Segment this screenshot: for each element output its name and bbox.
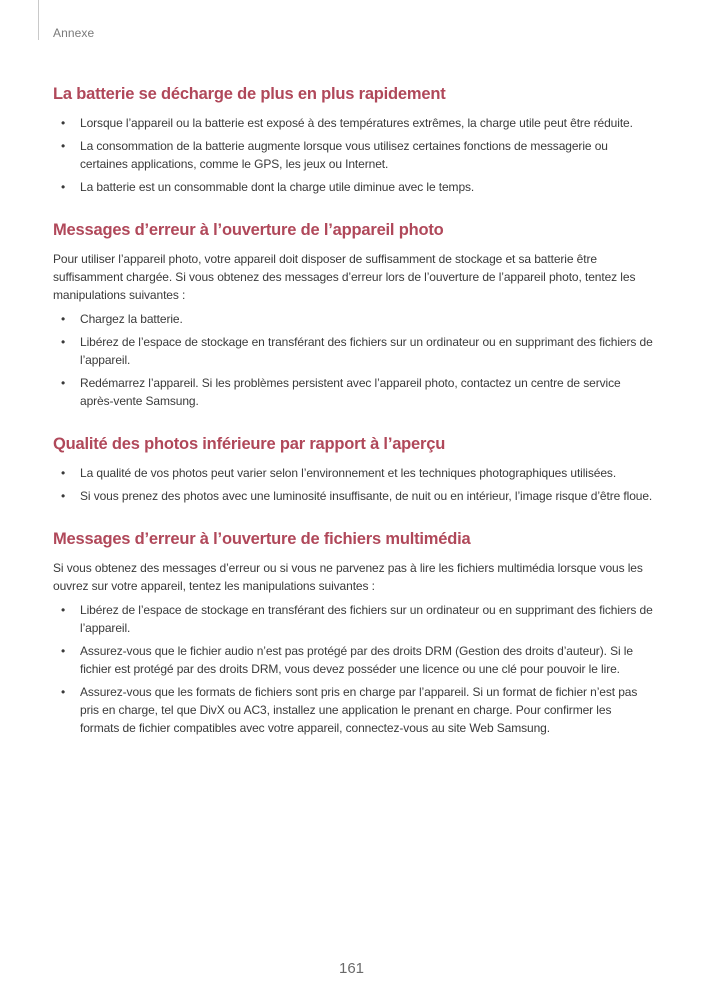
list-item-text: Chargez la batterie. [80, 312, 183, 326]
section-camera-errors [53, 218, 653, 410]
section-photo-quality [53, 432, 653, 505]
bullet-dot: • [61, 312, 66, 326]
list-item-text: Si vous prenez des photos avec une luminosité insuffisante, de nuit ou en intérieur, l’image risque d’être floue. [80, 489, 653, 503]
list-item-text: La consommation de la batterie augmente lorsque vous utilisez certaines fonctions de messagerie ou certaines applications, comme le GPS, les jeux ou Internet. [80, 139, 608, 171]
bullet-list [53, 464, 653, 505]
list-item [53, 333, 653, 369]
list-item [53, 137, 653, 173]
bullet-dot: • [61, 376, 66, 390]
list-item [53, 487, 653, 505]
bullet-dot: • [61, 116, 66, 130]
list-item [53, 464, 653, 482]
section-media-errors [53, 527, 653, 737]
list-item [53, 374, 653, 410]
section-intro: Pour utiliser l’appareil photo, votre appareil doit disposer de suffisamment de stockage et sa batterie être suffisamment chargée. Si vous obtenez des messages d’erreur lors de l’ouverture de l’appareil photo, tentez les manipulations suivantes : [53, 252, 636, 302]
bullet-list [53, 601, 653, 737]
list-item-text: Lorsque l’appareil ou la batterie est exposé à des températures extrêmes, la charge utile peut être réduite. [80, 116, 633, 130]
list-item-text: Libérez de l’espace de stockage en transférant des fichiers sur un ordinateur ou en supprimant des fichiers de l’appareil. [80, 603, 653, 635]
list-item [53, 114, 653, 132]
bullet-dot: • [61, 644, 66, 658]
list-item-text: Libérez de l’espace de stockage en transférant des fichiers sur un ordinateur ou en supprimant des fichiers de l’appareil. [80, 335, 653, 367]
list-item-text: Assurez-vous que le fichier audio n’est pas protégé par des droits DRM (Gestion des droits d’auteur). Si le fichier est protégé par des droits DRM, vous devez posséder une licence ou une clé pour pouvoir le lire. [80, 644, 633, 676]
bullet-dot: • [61, 180, 66, 194]
section-intro: Si vous obtenez des messages d’erreur ou si vous ne parvenez pas à lire les fichiers multimédia lorsque vous les ouvrez sur votre appareil, tentez les manipulations suivantes : [53, 561, 643, 593]
page-number: 161 [338, 960, 365, 977]
bullet-dot: • [61, 685, 66, 699]
list-item [53, 683, 653, 737]
list-item [53, 642, 653, 678]
section-header: Annexe [53, 26, 95, 40]
bullet-list [53, 310, 653, 410]
list-item [53, 310, 653, 328]
bullet-dot: • [61, 139, 66, 153]
bullet-dot: • [61, 489, 66, 503]
bullet-dot: • [61, 603, 66, 617]
list-item-text: Redémarrez l’appareil. Si les problèmes persistent avec l’appareil photo, contactez un centre de service après-vente Samsung. [80, 376, 621, 408]
list-item [53, 178, 653, 196]
list-item-text: La batterie est un consommable dont la charge utile diminue avec le temps. [80, 180, 475, 194]
section-title: La batterie se décharge de plus en plus rapidement [53, 85, 446, 103]
bullet-dot: • [61, 335, 66, 349]
section-battery [53, 82, 653, 196]
document-body [53, 82, 653, 759]
section-title: Messages d’erreur à l’ouverture de fichiers multimédia [53, 530, 471, 548]
margin-rule [38, 0, 39, 40]
bullet-dot: • [61, 466, 66, 480]
list-item-text: Assurez-vous que les formats de fichiers sont pris en charge par l’appareil. Si un format de fichier n’est pas pris en charge, tel que DivX ou AC3, installez une application le prenant en charge. Pour confirmer les formats de fichier compatibles avec votre appareil, connectez-vous au site Web Samsung. [80, 685, 638, 735]
section-title: Qualité des photos inférieure par rapport à l’aperçu [53, 435, 446, 453]
section-title: Messages d’erreur à l’ouverture de l’appareil photo [53, 221, 444, 239]
list-item [53, 601, 653, 637]
bullet-list [53, 114, 653, 196]
list-item-text: La qualité de vos photos peut varier selon l’environnement et les techniques photographiques utilisées. [80, 466, 617, 480]
